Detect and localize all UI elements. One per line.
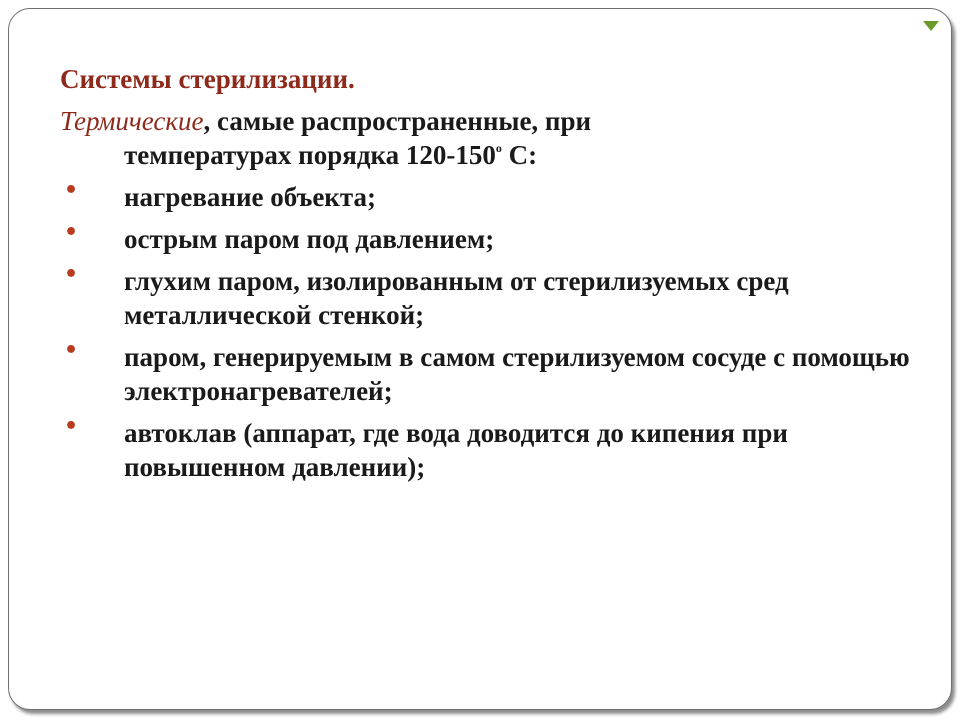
corner-triangle-icon — [923, 21, 939, 31]
bullet-icon: • — [64, 220, 79, 245]
intro-text-line2 — [60, 138, 920, 172]
bullet-icon: • — [64, 338, 79, 363]
bullet-list — [60, 180, 920, 484]
list-item — [60, 264, 920, 332]
list-item-text: глухим паром, изолированным от стерилизуемых сред металлической стенкой; — [124, 266, 789, 330]
intro-text-temperature: температурах порядка 120-150 — [124, 140, 496, 170]
slide-content — [60, 62, 920, 484]
bullet-icon: • — [64, 414, 79, 439]
list-item — [60, 416, 920, 484]
list-item-text: нагревание объекта; — [124, 182, 376, 212]
intro-text-line1: , самые распространенные, при — [203, 106, 592, 136]
intro-paragraph — [60, 104, 920, 172]
intro-text-unit: С: — [501, 140, 538, 170]
list-item-text: автоклав (аппарат, где вода доводится до кипения при повышенном давлении); — [124, 418, 788, 482]
slide-heading: Системы стерилизации. — [60, 64, 355, 94]
intro-term: Термические — [60, 106, 204, 136]
list-item — [60, 222, 920, 256]
degree-mark: о — [495, 141, 502, 155]
list-item-text: острым паром под давлением; — [124, 224, 495, 254]
list-item-text: паром, генерируемым в самом стерилизуемом сосуде с помощью электронагревателей; — [124, 342, 910, 406]
bullet-icon: • — [64, 262, 79, 287]
list-item — [60, 340, 920, 408]
bullet-icon: • — [64, 178, 79, 203]
list-item — [60, 180, 920, 214]
